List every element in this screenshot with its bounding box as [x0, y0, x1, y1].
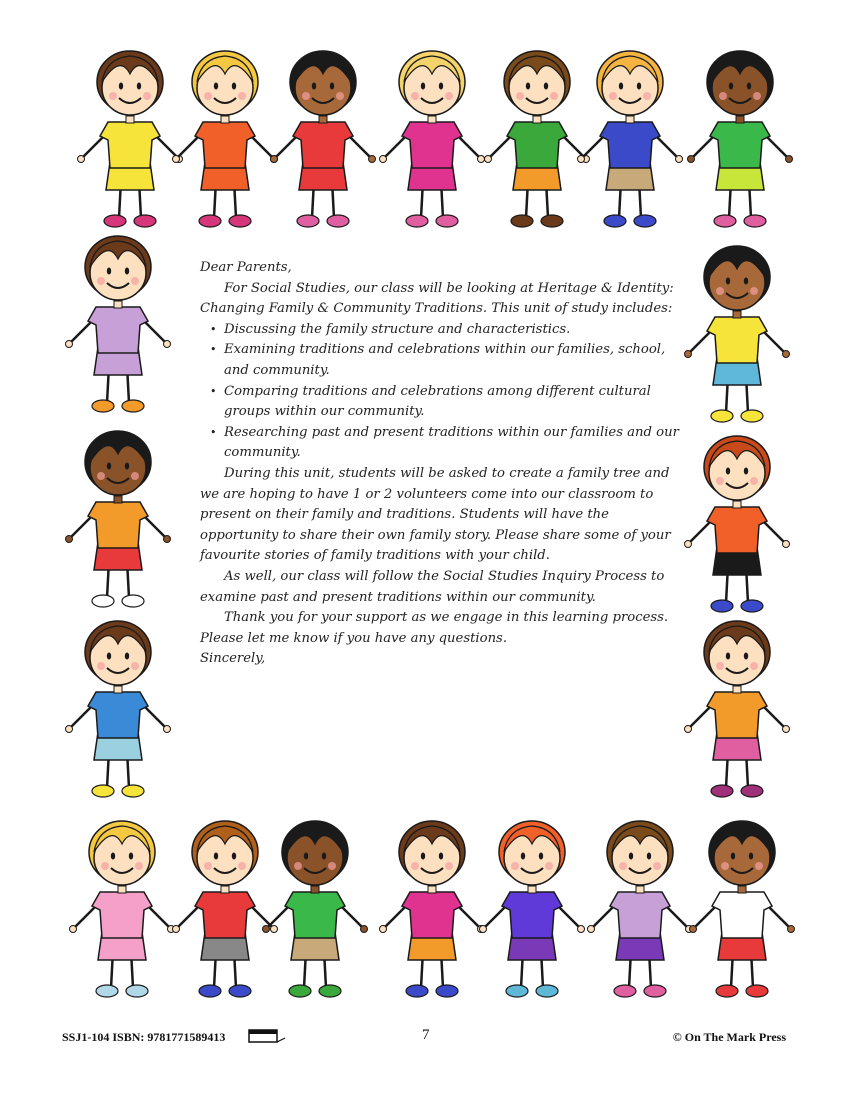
- book-icon: [247, 1027, 287, 1049]
- child-figure: [173, 821, 278, 997]
- child-figure: [263, 821, 368, 997]
- child-figure: [688, 51, 793, 227]
- family-tree-paragraph: During this unit, students will be asked to create a family tree and we are hoping to have 1 or 2 volunteers come into our classroom to present on their family and traditions. Students will have the opportunity to share their own family story. Please share some of your favourite stories of family traditions with your child.: [200, 465, 671, 564]
- child-figure: [78, 51, 183, 227]
- page-number: 7: [422, 1027, 430, 1043]
- child-figure: [380, 51, 485, 227]
- copyright: © On The Mark Press: [672, 1030, 786, 1044]
- list-item: • Researching past and present traditions within our families and our community.: [210, 423, 685, 464]
- child-figure: [578, 51, 683, 227]
- child-figure: [70, 821, 175, 997]
- closing: Sincerely,: [200, 651, 266, 667]
- child-figure: [380, 821, 485, 997]
- list-item: • Discussing the family structure and characteristics.: [210, 320, 685, 341]
- salutation: Dear Parents,: [200, 260, 292, 275]
- unit-topics-list: [200, 320, 685, 464]
- list-item: • Comparing traditions and celebrations among different cultural groups within our community.: [210, 382, 685, 423]
- list-item: • Examining traditions and celebrations within our families, school, and community.: [210, 340, 685, 381]
- thank-you-paragraph: Thank you for your support as we engage in this learning process. Please let me know if you have any questions.: [200, 610, 669, 646]
- parent-letter: [200, 258, 685, 670]
- child-figure: [485, 51, 590, 227]
- child-figure: [66, 621, 171, 797]
- intro-paragraph: For Social Studies, our class will be looking at Heritage & Identity: Changing Family & Community Traditions. This unit of study includes:: [200, 280, 674, 317]
- child-figure: [685, 246, 790, 422]
- child-figure: [685, 436, 790, 612]
- child-figure: [66, 431, 171, 607]
- child-figure: [685, 621, 790, 797]
- product-code-isbn: SSJ1-104 ISBN: 9781771589413: [62, 1030, 226, 1044]
- child-figure: [690, 821, 795, 997]
- child-figure: [271, 51, 376, 227]
- child-figure: [588, 821, 693, 997]
- page-footer: [62, 1027, 786, 1047]
- child-figure: [66, 236, 171, 412]
- child-figure: [480, 821, 585, 997]
- child-figure: [173, 51, 278, 227]
- inquiry-process-paragraph: As well, our class will follow the Social Studies Inquiry Process to examine past and present traditions within our community.: [200, 568, 665, 605]
